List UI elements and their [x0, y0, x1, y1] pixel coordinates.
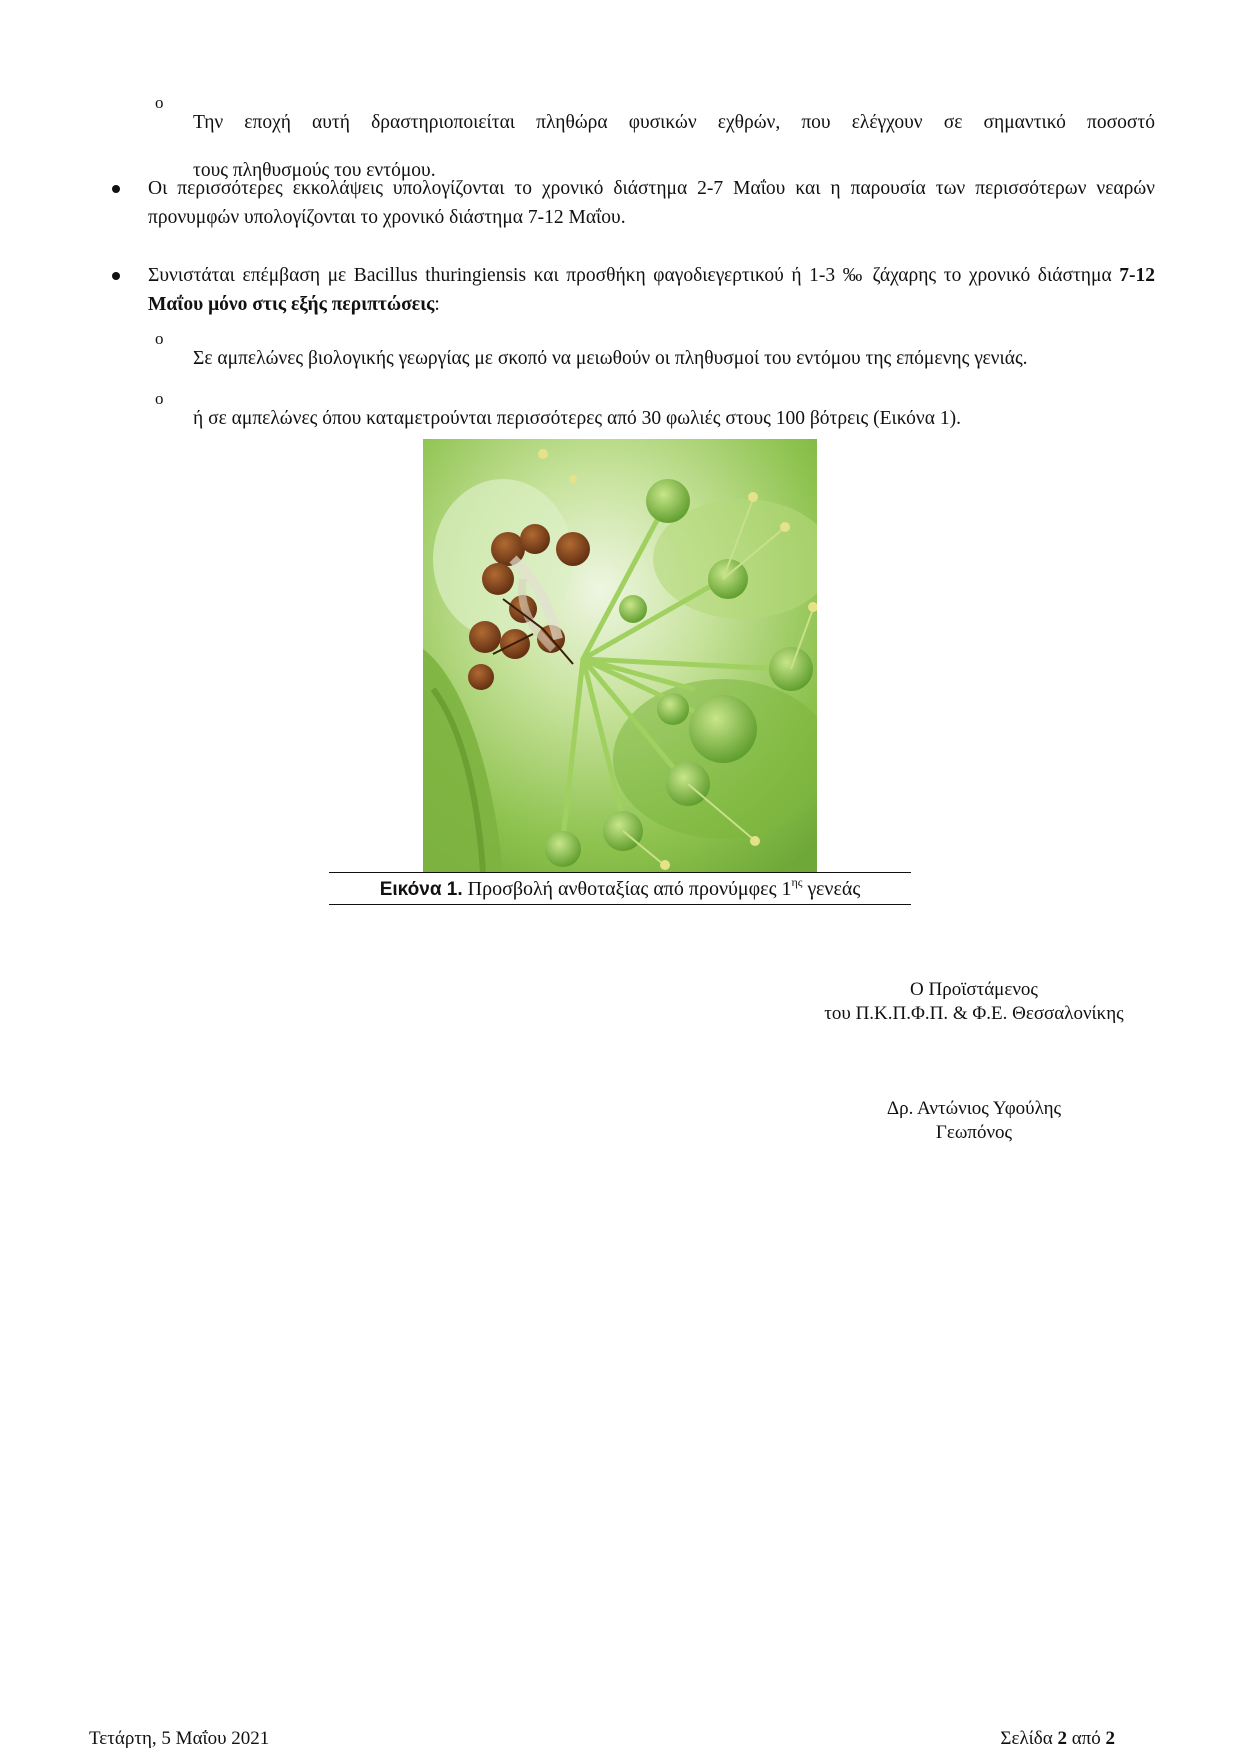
sub-bullet-marker: o [155, 389, 164, 408]
signature-name-block [824, 1097, 1124, 1145]
treatment-end: : [434, 294, 440, 315]
treatment-bold-text: 7-12 Μαΐου μόνο στις εξής περιπτώσεις [148, 265, 1155, 315]
paragraph-text: ή σε αμπελώνες όπου καταμετρούνται περισσότερες από 30 φωλιές στους 100 βότρεις (Εικόνα 1). [193, 407, 961, 429]
caption-superscript: ης [791, 875, 803, 889]
caption-top-rule [329, 872, 911, 873]
page-current: 2 [1057, 1728, 1067, 1749]
footer-date: Τετάρτη, 5 Μαΐου 2021 [89, 1728, 270, 1749]
footer-page-number [990, 1727, 1115, 1751]
bullet-hatching-period [148, 174, 1155, 232]
sub-bullet-marker: o [155, 329, 164, 348]
signature-title-line: του Π.Κ.Π.Φ.Π. & Φ.Ε. Θεσσαλονίκης [824, 1003, 1124, 1024]
paragraph-text: Οι περισσότερες εκκολάψεις υπολογίζονται το χρονικό διάστημα 2-7 Μαΐου και η παρουσία των περισσότερων νεαρών προνυμφών υπολογίζονται το χρονικό διάστημα 7-12 Μαΐου. [148, 178, 1155, 228]
signature-role: Γεωπόνος [935, 1122, 1013, 1143]
page-prefix: Σελίδα [1000, 1728, 1058, 1749]
signature-title-line: Ο Προϊστάμενος [910, 979, 1038, 1000]
paragraph-text: Σε αμπελώνες βιολογικής γεωργίας με σκοπό να μειωθούν οι πληθυσμοί του εντόμου της επόμενης γενιάς. [193, 347, 1028, 369]
paragraph-line: τους πληθυσμούς του εντόμου. [193, 160, 436, 181]
signature-name: Δρ. Αντώνιος Υφούλης [886, 1098, 1062, 1119]
caption-text-end: γενεάς [802, 878, 861, 900]
page-middle: από [1066, 1728, 1106, 1749]
sub-bullet-marker: o [155, 93, 164, 112]
paragraph-line: Την εποχή αυτή δραστηριοποιείται πληθώρα φυσικών εχθρών, που ελέγχουν σε σημαντικό ποσοστό [193, 111, 1155, 133]
figure-label: Εικόνα 1. [379, 879, 463, 900]
paragraph-text [148, 261, 1155, 319]
sub-bullet-organic-vineyards [193, 324, 1155, 392]
inflorescence-image [423, 439, 817, 872]
caption-text: Προσβολή ανθοταξίας από προνύμφες 1 [462, 878, 792, 900]
treatment-text: Συνιστάται επέμβαση με Bacillus thuringiensis και προσθήκη φαγοδιεγερτικού ή 1-3 ‰ ζάχαρης το χρονικό διάστημα [148, 265, 1120, 286]
caption-bottom-rule [329, 904, 911, 905]
signature-title [774, 978, 1174, 1026]
figure-photo-inflorescence [423, 439, 817, 872]
page-total: 2 [1105, 1728, 1115, 1749]
figure-caption [329, 874, 911, 905]
bullet-treatment-recommendation [148, 261, 1155, 319]
bullet-marker [112, 272, 120, 280]
bullet-marker [112, 185, 120, 193]
